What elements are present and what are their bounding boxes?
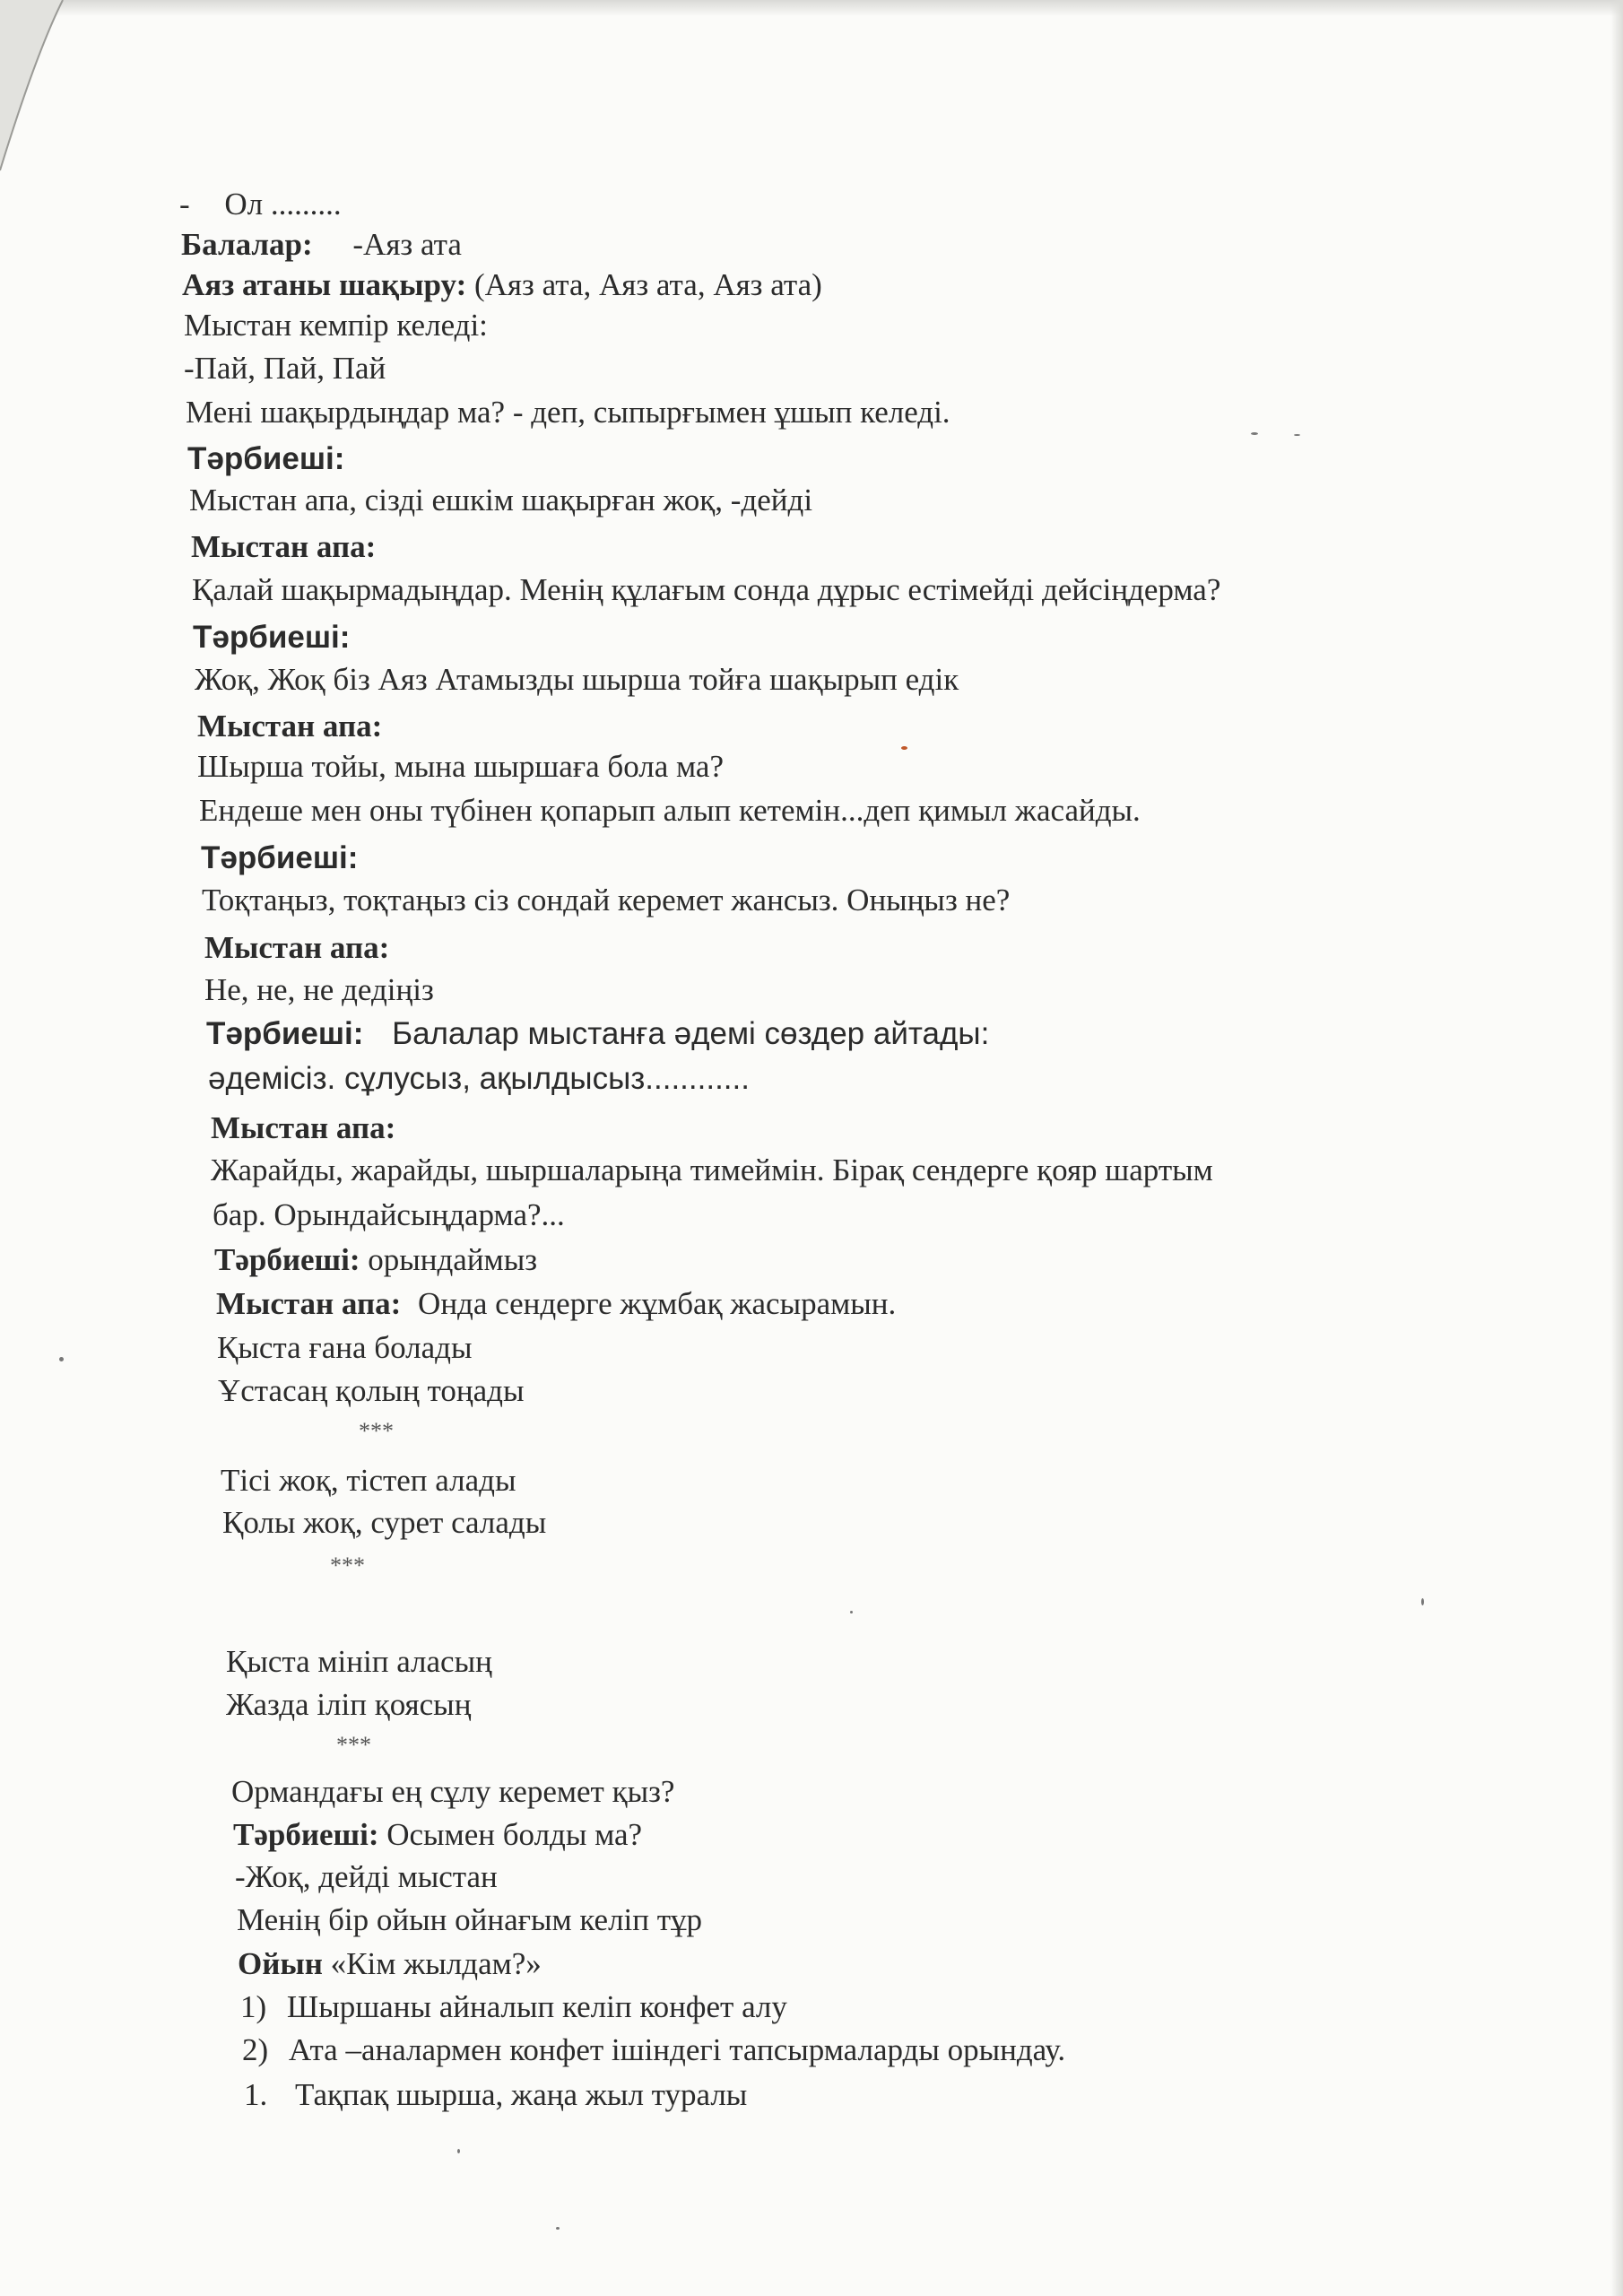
speaker-label: Мыстан апа: (191, 529, 377, 564)
list-item: 1) Шыршаны айналып келіп конфет алу (240, 1989, 787, 2024)
dialogue-line: Мыстан апа, сізді ешкім шақырған жоқ, -дейді (189, 483, 813, 517)
dialogue-line: Мені шақырдыңдар ма? - деп, сыпырғымен ұшып келеді. (186, 395, 950, 430)
riddle-line: Ұстасаң қолың тоңады (218, 1373, 525, 1408)
riddle-line: Жазда іліп қоясың (226, 1687, 472, 1722)
dialogue-line: Менің бір ойын ойнағым келіп тұр (237, 1902, 703, 1937)
list-item: 2) Ата –аналармен конфет ішіндегі тапсырмаларды орындау. (242, 2032, 1066, 2067)
riddle-line: Қыста мініп аласың (226, 1644, 492, 1679)
scan-corner-mark (0, 0, 108, 179)
scan-speck (59, 1357, 64, 1361)
riddle-line: Тісі жоқ, тістеп алады (221, 1463, 516, 1498)
dialogue-line: бар. Орындайсыңдарма?... (213, 1197, 565, 1232)
dialogue-line: Шырша тойы, мына шыршаға бола ма? (197, 749, 724, 784)
speaker-label: Мыстан апа: (197, 709, 383, 744)
dialogue-line: Тәрбиеші: орындаймыз (214, 1242, 538, 1277)
dialogue-line: Ендеше мен оны түбінен қопарып алып кетемін...деп қимыл жасайды. (199, 793, 1141, 828)
riddle-line: Ормандағы ең сұлу керемет қыз? (231, 1774, 675, 1809)
dialogue-line: -Жоқ, дейді мыстан (235, 1859, 498, 1894)
dialogue-line: әдемісіз. сұлусыз, ақылдысыз............ (208, 1061, 750, 1096)
dialogue-line: Тәрбиеші: Осымен болды ма? (233, 1817, 643, 1852)
speaker-label: Тәрбиеші: (201, 840, 359, 875)
dialogue-line: Тәрбиеші: Балалар мыстанға әдемі сөздер айтады: (206, 1016, 990, 1051)
dialogue-line: Балалар: -Аяз ата (181, 227, 462, 262)
dialogue-line: Аяз атаны шақыру: (Аяз ата, Аяз ата, Аяз ата) (182, 267, 822, 302)
dialogue-line: Мыстан кемпір келеді: (184, 308, 488, 343)
scan-speck (1421, 1598, 1424, 1605)
dialogue-line: Жарайды, жарайды, шыршаларыңа тимеймін. Бірақ сендерге қояр шартым (211, 1152, 1213, 1187)
scan-speck (901, 746, 907, 750)
scan-speck (850, 1611, 853, 1613)
game-title: Ойын «Кім жылдам?» (238, 1946, 542, 1981)
speaker-label: Тәрбиеші: (187, 441, 345, 476)
dialogue-line: Тоқтаңыз, тоқтаңыз сіз сондай керемет жансыз. Оныңыз не? (202, 883, 1011, 918)
dialogue-line: Не, не, не дедіңіз (204, 972, 434, 1007)
scan-speck (1294, 434, 1300, 436)
dialogue-line: Қалай шақырмадыңдар. Менің құлағым сонда дұрыс естімейді дейсіңдерма? (192, 572, 1221, 607)
list-item: 1. Тақпақ шырша, жаңа жыл туралы (244, 2077, 748, 2112)
riddle-line: Қолы жоқ, сурет салады (222, 1505, 547, 1540)
dialogue-line: Жоқ, Жоқ біз Аяз Атамызды шырша тойға шақырып едік (195, 662, 959, 697)
speaker-label: Тәрбиеші: (193, 620, 351, 655)
riddle-separator: *** (336, 1732, 371, 1758)
riddle-separator: *** (330, 1552, 365, 1578)
dialogue-line: Мыстан апа: Онда сендерге жұмбақ жасырамын. (216, 1286, 897, 1321)
scan-edge-right (1610, 0, 1623, 2296)
dialogue-line: -Пай, Пай, Пай (184, 351, 386, 386)
dialogue-line: - Ол ......... (179, 187, 342, 222)
riddle-separator: *** (359, 1418, 394, 1444)
riddle-line: Қыста ғана болады (217, 1330, 473, 1365)
scan-speck (1251, 432, 1258, 435)
scan-speck (556, 2227, 560, 2230)
scan-speck (457, 2149, 460, 2153)
speaker-label: Мыстан апа: (211, 1110, 396, 1145)
speaker-label: Мыстан апа: (204, 930, 390, 965)
scan-edge-top (0, 0, 1623, 16)
